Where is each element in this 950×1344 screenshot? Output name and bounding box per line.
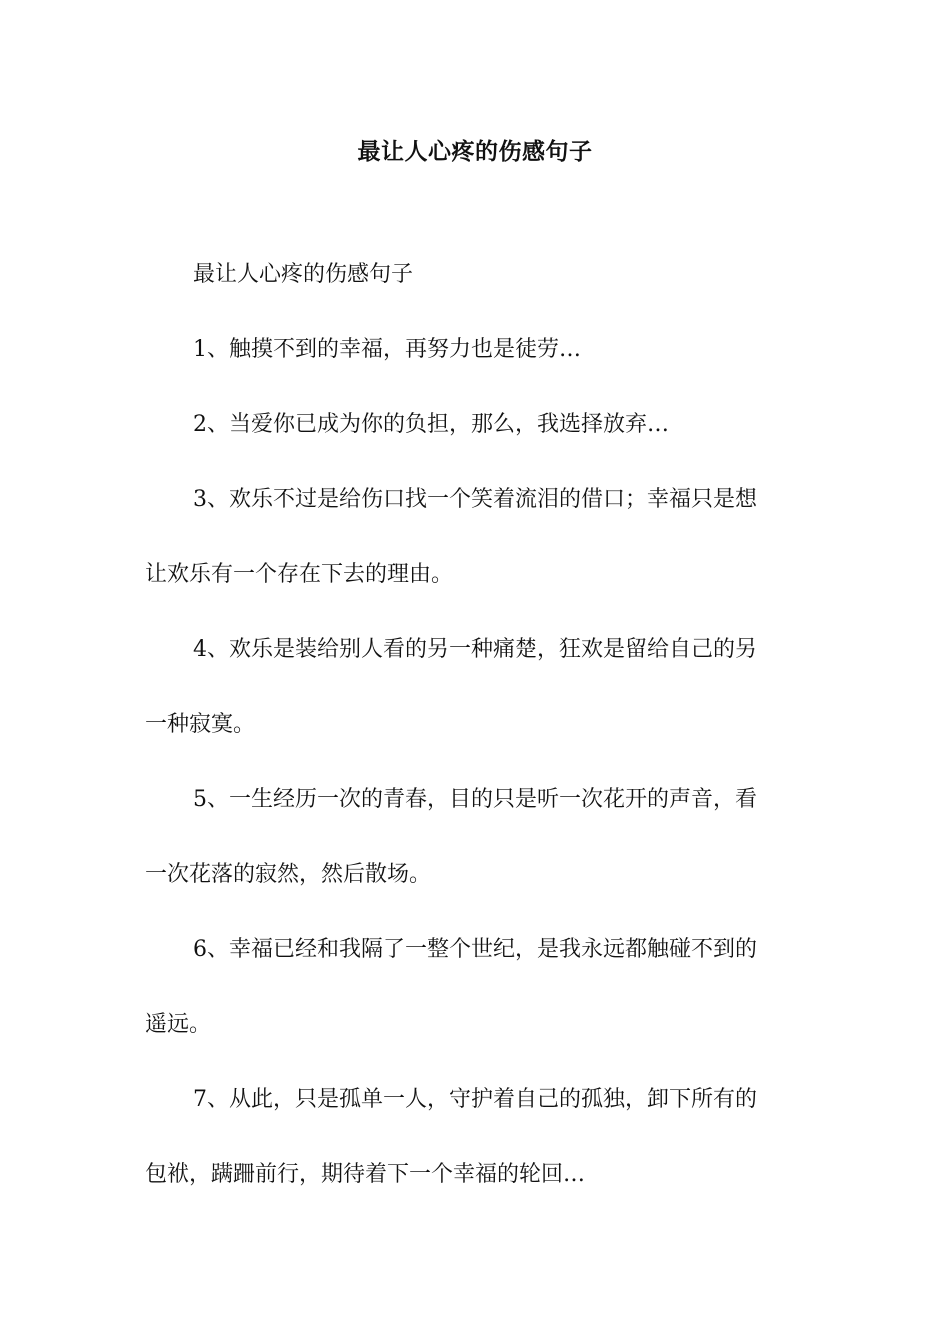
- list-item: [145, 481, 807, 593]
- item-line: 6、幸福已经和我隔了一整个世纪，是我永远都触碰不到的: [193, 937, 757, 962]
- list-item: [145, 781, 807, 893]
- item-line: 遥远。: [145, 1012, 212, 1037]
- list-item: [145, 631, 807, 743]
- list-item: [145, 1081, 807, 1193]
- item-line: 7、从此，只是孤单一人，守护着自己的孤独，卸下所有的: [193, 1087, 757, 1112]
- intro-paragraph: [145, 256, 807, 293]
- document-title: 最让人心疼的伤感句子: [357, 139, 593, 165]
- item-line: 3、欢乐不过是给伤口找一个笑着流泪的借口；幸福只是想: [193, 487, 757, 512]
- item-line: 一次花落的寂然，然后散场。: [145, 862, 432, 887]
- intro-line: 最让人心疼的伤感句子: [193, 262, 414, 287]
- list-item: [145, 406, 807, 443]
- list-item: [145, 931, 807, 1043]
- item-line: 2、当爱你已成为你的负担，那么，我选择放弃…: [193, 412, 669, 437]
- item-line: 一种寂寞。: [145, 712, 256, 737]
- list-item: [145, 331, 807, 368]
- item-line: 1、触摸不到的幸福，再努力也是徒劳…: [193, 337, 581, 362]
- document-body: [145, 256, 807, 1231]
- item-line: 4、欢乐是装给别人看的另一种痛楚，狂欢是留给自己的另: [193, 637, 757, 662]
- item-line: 5、一生经历一次的青春，目的只是听一次花开的声音，看: [193, 787, 757, 812]
- item-line: 让欢乐有一个存在下去的理由。: [145, 562, 454, 587]
- item-line: 包袱，蹒跚前行，期待着下一个幸福的轮回…: [145, 1162, 586, 1187]
